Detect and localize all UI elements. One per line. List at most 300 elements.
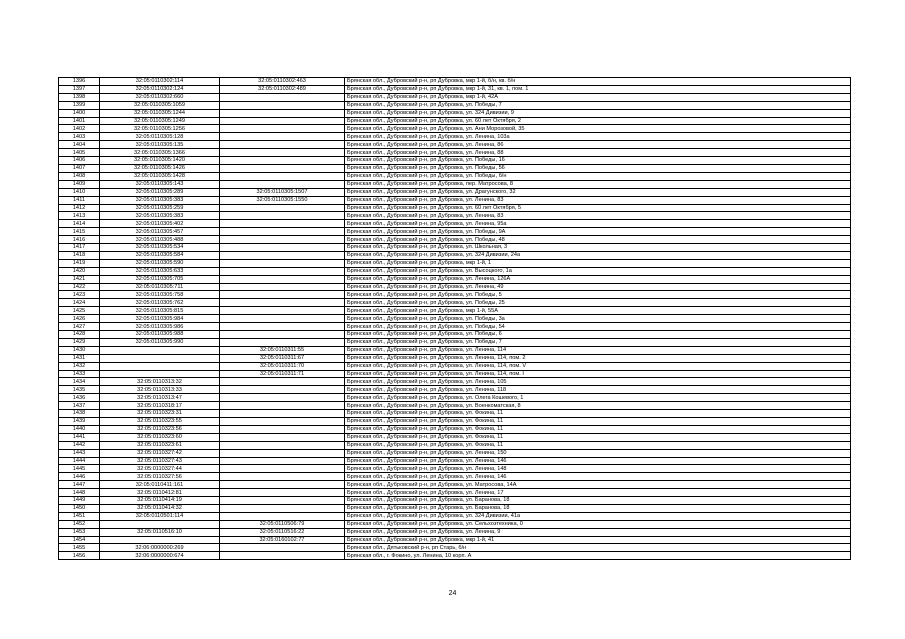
table-row bbox=[59, 512, 851, 520]
related-cadastral-number-cell: 32:05:0110311:55 bbox=[220, 346, 345, 354]
cadastral-number-cell bbox=[100, 520, 220, 528]
table-row bbox=[59, 228, 851, 236]
address-cell: Брянская обл., Дубровский р-н, рп Дубровка, ул. Ленина, 114, пом. I bbox=[345, 370, 851, 378]
related-cadastral-number-cell: 32:05:0110311:70 bbox=[220, 362, 345, 370]
row-number-cell: 1418 bbox=[59, 251, 100, 259]
table-row bbox=[59, 552, 851, 560]
cadastral-number-cell: 32:05:0110305:457 bbox=[100, 228, 220, 236]
related-cadastral-number-cell bbox=[220, 291, 345, 299]
table-row bbox=[59, 410, 851, 418]
address-cell: Брянская обл., Дубровский р-н, рп Дубровка, ул. Ленина, 148 bbox=[345, 465, 851, 473]
table-row bbox=[59, 259, 851, 267]
address-cell: Брянская обл., Дубровский р-н, рп Дубровка, ул. Ленина, 9 bbox=[345, 528, 851, 536]
address-cell: Брянская обл., Дубровский р-н, рп Дубровка, ул. Победы, 9А bbox=[345, 228, 851, 236]
cadastral-number-cell: 32:05:0110305:986 bbox=[100, 323, 220, 331]
cadastral-number-cell: 32:05:0110305:402 bbox=[100, 220, 220, 228]
address-cell: Брянская обл., Дубровский р-н, рп Дубровка, ул. Победы, 48 bbox=[345, 236, 851, 244]
table-row bbox=[59, 449, 851, 457]
row-number-cell: 1442 bbox=[59, 441, 100, 449]
cadastral-number-cell bbox=[100, 346, 220, 354]
row-number-cell: 1411 bbox=[59, 196, 100, 204]
address-cell: Брянская обл., Дубровский р-н, рп Дубровка, мкр 1-й, 42А bbox=[345, 93, 851, 101]
row-number-cell: 1432 bbox=[59, 362, 100, 370]
cadastral-number-cell: 32:05:0110313:33 bbox=[100, 386, 220, 394]
address-cell: Брянская обл., Дубровский р-н, рп Дубровка, мкр 1-й, б/н, кв. б/н bbox=[345, 78, 851, 86]
related-cadastral-number-cell bbox=[220, 504, 345, 512]
cadastral-number-cell: 32:05:0110305:1244 bbox=[100, 109, 220, 117]
cadastral-number-cell: 32:05:0110305:383 bbox=[100, 196, 220, 204]
related-cadastral-number-cell bbox=[220, 425, 345, 433]
address-cell: Брянская обл., Дубровский р-н, рп Дубровка, ул. Высоцкого, 1а bbox=[345, 267, 851, 275]
address-cell: Брянская обл., Дубровский р-н, рп Дубровка, ул. Ленина, 114, пом. V bbox=[345, 362, 851, 370]
cadastral-number-cell: 32:05:0110305:143 bbox=[100, 180, 220, 188]
table-row bbox=[59, 520, 851, 528]
address-cell: Брянская обл., Дубровский р-н, рп Дубровка, ул. Ани Морозовой, 35 bbox=[345, 125, 851, 133]
table-row bbox=[59, 370, 851, 378]
related-cadastral-number-cell bbox=[220, 141, 345, 149]
related-cadastral-number-cell bbox=[220, 473, 345, 481]
address-cell: Брянская обл., Дубровский р-н, рп Дубровка, ул. Ленина, 103а bbox=[345, 133, 851, 141]
related-cadastral-number-cell bbox=[220, 481, 345, 489]
address-cell: Брянская обл., Дубровский р-н, рп Дубровка, ул. Фокина, 11 bbox=[345, 425, 851, 433]
related-cadastral-number-cell bbox=[220, 307, 345, 315]
table-row bbox=[59, 251, 851, 259]
address-cell: Брянская обл., Дубровский р-н, рп Дубровка, ул. Ленина, 146 bbox=[345, 473, 851, 481]
table-row bbox=[59, 117, 851, 125]
cadastral-number-cell: 32:05:0110305:1420 bbox=[100, 157, 220, 165]
table-row bbox=[59, 378, 851, 386]
table-row bbox=[59, 149, 851, 157]
related-cadastral-number-cell bbox=[220, 417, 345, 425]
address-cell: Брянская обл., Дубровский р-н, рп Дубровка, мкр 1-й, 31, кв. 1, пом. 1 bbox=[345, 85, 851, 93]
registry-table-body bbox=[59, 78, 851, 560]
table-row bbox=[59, 212, 851, 220]
cadastral-number-cell: 32:05:0110305:984 bbox=[100, 315, 220, 323]
row-number-cell: 1427 bbox=[59, 323, 100, 331]
table-row bbox=[59, 528, 851, 536]
row-number-cell: 1454 bbox=[59, 536, 100, 544]
table-row bbox=[59, 433, 851, 441]
cadastral-number-cell: 32:05:0110305:758 bbox=[100, 291, 220, 299]
table-row bbox=[59, 481, 851, 489]
table-row bbox=[59, 244, 851, 252]
row-number-cell: 1422 bbox=[59, 283, 100, 291]
cadastral-number-cell: 32:05:0110305:534 bbox=[100, 244, 220, 252]
address-cell: Брянская обл., Дубровский р-н, рп Дубровка, ул. Фокина, 11 bbox=[345, 441, 851, 449]
row-number-cell: 1409 bbox=[59, 180, 100, 188]
related-cadastral-number-cell bbox=[220, 236, 345, 244]
address-cell: Брянская обл., Дубровский р-н, рп Дубровка, ул. Ленина, 105 bbox=[345, 378, 851, 386]
table-row bbox=[59, 101, 851, 109]
related-cadastral-number-cell: 32:05:0110305:1550 bbox=[220, 196, 345, 204]
related-cadastral-number-cell bbox=[220, 394, 345, 402]
row-number-cell: 1405 bbox=[59, 149, 100, 157]
cadastral-number-cell: 32:05:0110414:32 bbox=[100, 504, 220, 512]
table-row bbox=[59, 386, 851, 394]
table-row bbox=[59, 417, 851, 425]
address-cell: Брянская обл., Дубровский р-н, рп Дубровка, ул. Победы, 56 bbox=[345, 164, 851, 172]
cadastral-number-cell: 32:05:0110327:44 bbox=[100, 465, 220, 473]
row-number-cell: 1443 bbox=[59, 449, 100, 457]
cadastral-number-cell: 32:05:0110313:47 bbox=[100, 394, 220, 402]
cadastral-number-cell: 32:06:0000000:269 bbox=[100, 544, 220, 552]
address-cell: Брянская обл., Дубровский р-н, рп Дубровка, ул. 324 Дивизии, 9 bbox=[345, 109, 851, 117]
row-number-cell: 1420 bbox=[59, 267, 100, 275]
row-number-cell: 1399 bbox=[59, 101, 100, 109]
table-row bbox=[59, 204, 851, 212]
address-cell: Брянская обл., Дубровский р-н, рп Дубровка, ул. Победы, 3а bbox=[345, 315, 851, 323]
row-number-cell: 1447 bbox=[59, 481, 100, 489]
address-cell: Брянская обл., Дубровский р-н, рп Дубровка, ул. Ленина, 86 bbox=[345, 141, 851, 149]
row-number-cell: 1440 bbox=[59, 425, 100, 433]
cadastral-number-cell: 32:05:0110305:128 bbox=[100, 133, 220, 141]
related-cadastral-number-cell bbox=[220, 449, 345, 457]
related-cadastral-number-cell bbox=[220, 331, 345, 339]
related-cadastral-number-cell bbox=[220, 433, 345, 441]
cadastral-number-cell: 32:05:0110323:61 bbox=[100, 441, 220, 449]
address-cell: Брянская обл., Дубровский р-н, рп Дубровка, ул. Военкоматская, 8 bbox=[345, 402, 851, 410]
related-cadastral-number-cell: 32:05:0110311:71 bbox=[220, 370, 345, 378]
row-number-cell: 1456 bbox=[59, 552, 100, 560]
cadastral-number-cell: 32:05:0110414:19 bbox=[100, 497, 220, 505]
table-row bbox=[59, 125, 851, 133]
table-row bbox=[59, 275, 851, 283]
row-number-cell: 1414 bbox=[59, 220, 100, 228]
table-row bbox=[59, 465, 851, 473]
address-cell: Брянская обл., Дубровский р-н, рп Дубровка, мкр 1-й, 1 bbox=[345, 259, 851, 267]
table-row bbox=[59, 220, 851, 228]
table-row bbox=[59, 172, 851, 180]
cadastral-number-cell bbox=[100, 370, 220, 378]
row-number-cell: 1404 bbox=[59, 141, 100, 149]
row-number-cell: 1425 bbox=[59, 307, 100, 315]
cadastral-number-cell: 32:05:0110305:1249 bbox=[100, 117, 220, 125]
related-cadastral-number-cell bbox=[220, 457, 345, 465]
cadastral-number-cell: 32:05:0110412:81 bbox=[100, 489, 220, 497]
address-cell: Брянская обл., Дубровский р-н, рп Дубровка, ул. Баранова, 18 bbox=[345, 504, 851, 512]
address-cell: Брянская обл., Дубровский р-н, рп Дубровка, ул. Ленина, 114, пом. 2 bbox=[345, 354, 851, 362]
address-cell: Брянская обл., Дубровский р-н, рп Дубровка, ул. 60 лет Октября, 2 bbox=[345, 117, 851, 125]
row-number-cell: 1450 bbox=[59, 504, 100, 512]
cadastral-number-cell: 32:05:0110305:1428 bbox=[100, 172, 220, 180]
address-cell: Брянская обл., Дубровский р-н, рп Дубровка, ул. Ленина, 118 bbox=[345, 386, 851, 394]
related-cadastral-number-cell bbox=[220, 204, 345, 212]
address-cell: Брянская обл., Дубровский р-н, рп Дубровка, ул. Победы, 54 bbox=[345, 323, 851, 331]
related-cadastral-number-cell bbox=[220, 109, 345, 117]
related-cadastral-number-cell bbox=[220, 441, 345, 449]
row-number-cell: 1449 bbox=[59, 497, 100, 505]
related-cadastral-number-cell bbox=[220, 101, 345, 109]
table-row bbox=[59, 307, 851, 315]
row-number-cell: 1407 bbox=[59, 164, 100, 172]
cadastral-number-cell: 32:05:0110516:10 bbox=[100, 528, 220, 536]
cadastral-number-cell: 32:05:0110305:289 bbox=[100, 188, 220, 196]
address-cell: Брянская обл., Дубровский р-н, рп Дубровка, мкр 1-й, 41 bbox=[345, 536, 851, 544]
row-number-cell: 1412 bbox=[59, 204, 100, 212]
address-cell: Брянская обл., Дубровский р-н, рп Дубровка, ул. Ленина, 49 bbox=[345, 283, 851, 291]
row-number-cell: 1408 bbox=[59, 172, 100, 180]
row-number-cell: 1431 bbox=[59, 354, 100, 362]
address-cell: Брянская обл., Дубровский р-н, рп Дубровка, ул. Сельхозтехника, 0 bbox=[345, 520, 851, 528]
table-row bbox=[59, 299, 851, 307]
related-cadastral-number-cell: 32:05:0160102:77 bbox=[220, 536, 345, 544]
row-number-cell: 1436 bbox=[59, 394, 100, 402]
related-cadastral-number-cell bbox=[220, 275, 345, 283]
cadastral-number-cell: 32:05:0110305:633 bbox=[100, 267, 220, 275]
cadastral-number-cell: 32:05:0110305:988 bbox=[100, 331, 220, 339]
row-number-cell: 1400 bbox=[59, 109, 100, 117]
table-row bbox=[59, 164, 851, 172]
address-cell: Брянская обл., Дубровский р-н, рп Дубровка, ул. Победы, б/н bbox=[345, 172, 851, 180]
cadastral-number-cell: 32:05:0110305:990 bbox=[100, 338, 220, 346]
row-number-cell: 1410 bbox=[59, 188, 100, 196]
related-cadastral-number-cell bbox=[220, 465, 345, 473]
address-cell: Брянская обл., Дубровский р-н, рп Дубровка, ул. Победы, 7 bbox=[345, 338, 851, 346]
cadastral-number-cell: 32:05:0110501:114 bbox=[100, 512, 220, 520]
address-cell: Брянская обл., Дубровский р-н, рп Дубровка, ул. Ленина, 88 bbox=[345, 149, 851, 157]
table-row bbox=[59, 441, 851, 449]
table-row bbox=[59, 331, 851, 339]
related-cadastral-number-cell bbox=[220, 228, 345, 236]
table-row bbox=[59, 85, 851, 93]
cadastral-number-cell: 32:05:0110323:60 bbox=[100, 433, 220, 441]
related-cadastral-number-cell bbox=[220, 164, 345, 172]
related-cadastral-number-cell: 32:05:0110305:1507 bbox=[220, 188, 345, 196]
table-row bbox=[59, 196, 851, 204]
related-cadastral-number-cell bbox=[220, 172, 345, 180]
table-row bbox=[59, 180, 851, 188]
cadastral-number-cell: 32:05:0110411:161 bbox=[100, 481, 220, 489]
row-number-cell: 1448 bbox=[59, 489, 100, 497]
related-cadastral-number-cell bbox=[220, 315, 345, 323]
related-cadastral-number-cell: 32:05:0110302:463 bbox=[220, 78, 345, 86]
related-cadastral-number-cell bbox=[220, 283, 345, 291]
related-cadastral-number-cell bbox=[220, 410, 345, 418]
cadastral-number-cell: 32:05:0110323:55 bbox=[100, 417, 220, 425]
related-cadastral-number-cell bbox=[220, 378, 345, 386]
related-cadastral-number-cell bbox=[220, 489, 345, 497]
related-cadastral-number-cell bbox=[220, 259, 345, 267]
cadastral-number-cell: 32:05:0110305:1426 bbox=[100, 164, 220, 172]
table-row bbox=[59, 425, 851, 433]
table-row bbox=[59, 323, 851, 331]
related-cadastral-number-cell bbox=[220, 157, 345, 165]
address-cell: Брянская обл., Дубровский р-н, рп Дубровка, ул. 324 Дивизии, 41а bbox=[345, 512, 851, 520]
address-cell: Брянская обл., Дубровский р-н, рп Дубровка, ул. Победы, 25 bbox=[345, 299, 851, 307]
table-row bbox=[59, 346, 851, 354]
table-row bbox=[59, 141, 851, 149]
related-cadastral-number-cell bbox=[220, 117, 345, 125]
address-cell: Брянская обл., Дубровский р-н, рп Дубровка, мкр 1-й, 55А bbox=[345, 307, 851, 315]
row-number-cell: 1445 bbox=[59, 465, 100, 473]
address-cell: Брянская обл., Дубровский р-н, рп Дубровка, ул. Ленина, 83 bbox=[345, 196, 851, 204]
address-cell: Брянская обл., Дубровский р-н, рп Дубровка, ул. Победы, 6 bbox=[345, 331, 851, 339]
row-number-cell: 1446 bbox=[59, 473, 100, 481]
address-cell: Брянская обл., Дубровский р-н, рп Дубровка, ул. Баранова, 18 bbox=[345, 497, 851, 505]
cadastral-number-cell: 32:05:0110305:1366 bbox=[100, 149, 220, 157]
table-row bbox=[59, 362, 851, 370]
table-row bbox=[59, 283, 851, 291]
related-cadastral-number-cell bbox=[220, 386, 345, 394]
row-number-cell: 1401 bbox=[59, 117, 100, 125]
address-cell: Брянская обл., Дубровский р-н, рп Дубровка, ул. Победы, 7 bbox=[345, 101, 851, 109]
table-row bbox=[59, 544, 851, 552]
address-cell: Брянская обл., Дубровский р-н, рп Дубровка, пер. Матросова, 8 bbox=[345, 180, 851, 188]
address-cell: Брянская обл., Дубровский р-н, рп Дубровка, ул. Олега Кошевого, 1 bbox=[345, 394, 851, 402]
table-row bbox=[59, 536, 851, 544]
page-number: 24 bbox=[448, 590, 457, 597]
table-row bbox=[59, 291, 851, 299]
row-number-cell: 1430 bbox=[59, 346, 100, 354]
row-number-cell: 1419 bbox=[59, 259, 100, 267]
row-number-cell: 1444 bbox=[59, 457, 100, 465]
address-cell: Брянская обл., Дубровский р-н, рп Дубровка, ул. Ленина, 95а bbox=[345, 220, 851, 228]
address-cell: Брянская обл., Дубровский р-н, рп Дубровка, ул. 324 Дивизии, 24а bbox=[345, 251, 851, 259]
cadastral-number-cell: 32:05:0110327:56 bbox=[100, 473, 220, 481]
related-cadastral-number-cell bbox=[220, 251, 345, 259]
cadastral-number-cell: 32:05:0110305:815 bbox=[100, 307, 220, 315]
table-row bbox=[59, 236, 851, 244]
address-cell: Брянская обл., Дубровский р-н, рп Дубровка, ул. Ленина, 150 bbox=[345, 449, 851, 457]
address-cell: Брянская обл., Дубровский р-н, рп Дубровка, ул. Ленина, 17 bbox=[345, 489, 851, 497]
table-row bbox=[59, 267, 851, 275]
cadastral-number-cell: 32:05:0110305:711 bbox=[100, 283, 220, 291]
cadastral-number-cell: 32:05:0110305:1059 bbox=[100, 101, 220, 109]
row-number-cell: 1397 bbox=[59, 85, 100, 93]
cadastral-number-cell: 32:05:0110302:124 bbox=[100, 85, 220, 93]
cadastral-number-cell bbox=[100, 536, 220, 544]
row-number-cell: 1402 bbox=[59, 125, 100, 133]
address-cell: Брянская обл., Дубровский р-н, рп Дубровка, ул. 60 лет Октября, 5 bbox=[345, 204, 851, 212]
row-number-cell: 1423 bbox=[59, 291, 100, 299]
cadastral-number-cell: 32:05:0110305:135 bbox=[100, 141, 220, 149]
row-number-cell: 1413 bbox=[59, 212, 100, 220]
row-number-cell: 1415 bbox=[59, 228, 100, 236]
related-cadastral-number-cell bbox=[220, 323, 345, 331]
address-cell: Брянская обл., Дубровский р-н, рп Дубровка, ул. Победы, 5 bbox=[345, 291, 851, 299]
related-cadastral-number-cell bbox=[220, 180, 345, 188]
table-row bbox=[59, 338, 851, 346]
row-number-cell: 1439 bbox=[59, 417, 100, 425]
related-cadastral-number-cell bbox=[220, 149, 345, 157]
table-row bbox=[59, 188, 851, 196]
address-cell: Брянская обл., Дубровский р-н, рп Дубровка, ул. Школьная, 3 bbox=[345, 244, 851, 252]
cadastral-number-cell: 32:05:0110305:259 bbox=[100, 204, 220, 212]
table-row bbox=[59, 497, 851, 505]
address-cell: Брянская обл., Дубровский р-н, рп Дубровка, ул. Победы, 16 bbox=[345, 157, 851, 165]
row-number-cell: 1406 bbox=[59, 157, 100, 165]
related-cadastral-number-cell: 32:05:0110506:79 bbox=[220, 520, 345, 528]
cadastral-number-cell: 32:05:0110305:488 bbox=[100, 236, 220, 244]
cadastral-number-cell: 32:05:0110302:660 bbox=[100, 93, 220, 101]
address-cell: Брянская обл., Дубровский р-н, рп Дубровка, ул. Матросова, 14А bbox=[345, 481, 851, 489]
address-cell: Брянская обл., Дубровский р-н, рп Дубровка, ул. Ленина, 83 bbox=[345, 212, 851, 220]
related-cadastral-number-cell bbox=[220, 338, 345, 346]
row-number-cell: 1435 bbox=[59, 386, 100, 394]
related-cadastral-number-cell: 32:05:0110516:22 bbox=[220, 528, 345, 536]
row-number-cell: 1428 bbox=[59, 331, 100, 339]
table-row bbox=[59, 78, 851, 86]
related-cadastral-number-cell bbox=[220, 212, 345, 220]
row-number-cell: 1421 bbox=[59, 275, 100, 283]
row-number-cell: 1455 bbox=[59, 544, 100, 552]
table-row bbox=[59, 394, 851, 402]
address-cell: Брянская обл., Дубровский р-н, рп Дубровка, ул. Ленина, 146 bbox=[345, 457, 851, 465]
related-cadastral-number-cell bbox=[220, 267, 345, 275]
row-number-cell: 1452 bbox=[59, 520, 100, 528]
related-cadastral-number-cell bbox=[220, 544, 345, 552]
cadastral-number-cell: 32:06:0000000:674 bbox=[100, 552, 220, 560]
cadastral-number-cell: 32:05:0110302:114 bbox=[100, 78, 220, 86]
row-number-cell: 1424 bbox=[59, 299, 100, 307]
related-cadastral-number-cell bbox=[220, 220, 345, 228]
row-number-cell: 1429 bbox=[59, 338, 100, 346]
cadastral-number-cell: 32:05:0110323:56 bbox=[100, 425, 220, 433]
row-number-cell: 1453 bbox=[59, 528, 100, 536]
table-row bbox=[59, 504, 851, 512]
row-number-cell: 1417 bbox=[59, 244, 100, 252]
cadastral-number-cell: 32:05:0110305:1256 bbox=[100, 125, 220, 133]
related-cadastral-number-cell bbox=[220, 299, 345, 307]
table-row bbox=[59, 109, 851, 117]
related-cadastral-number-cell: 32:05:0110311:67 bbox=[220, 354, 345, 362]
address-cell: Брянская обл., Дубровский р-н, рп Дубровка, ул. Фокина, 11 bbox=[345, 410, 851, 418]
address-cell: Брянская обл., Дубровский р-н, рп Дубровка, ул. Ленина, 114 bbox=[345, 346, 851, 354]
cadastral-number-cell: 32:05:0110305:590 bbox=[100, 259, 220, 267]
table-row bbox=[59, 473, 851, 481]
related-cadastral-number-cell bbox=[220, 125, 345, 133]
related-cadastral-number-cell bbox=[220, 402, 345, 410]
cadastral-number-cell bbox=[100, 362, 220, 370]
related-cadastral-number-cell bbox=[220, 93, 345, 101]
row-number-cell: 1437 bbox=[59, 402, 100, 410]
row-number-cell: 1451 bbox=[59, 512, 100, 520]
row-number-cell: 1438 bbox=[59, 410, 100, 418]
cadastral-number-cell: 32:05:0110323:31 bbox=[100, 410, 220, 418]
cadastral-number-cell: 32:05:0110313:32 bbox=[100, 378, 220, 386]
related-cadastral-number-cell bbox=[220, 133, 345, 141]
table-row bbox=[59, 93, 851, 101]
related-cadastral-number-cell bbox=[220, 512, 345, 520]
row-number-cell: 1398 bbox=[59, 93, 100, 101]
row-number-cell: 1403 bbox=[59, 133, 100, 141]
row-number-cell: 1433 bbox=[59, 370, 100, 378]
address-cell: Брянская обл., Дубровский р-н, рп Дубровка, ул. Фокина, 11 bbox=[345, 417, 851, 425]
cadastral-number-cell: 32:05:0110305:705 bbox=[100, 275, 220, 283]
table-row bbox=[59, 354, 851, 362]
related-cadastral-number-cell bbox=[220, 244, 345, 252]
address-cell: Брянская обл., г. Фокино, ул. Ленина, 10 корп. А bbox=[345, 552, 851, 560]
table-row bbox=[59, 457, 851, 465]
cadastral-number-cell: 32:05:0110327:42 bbox=[100, 449, 220, 457]
address-cell: Брянская обл., Дубровский р-н, рп Дубровка, ул. Фокина, 11 bbox=[345, 433, 851, 441]
cadastral-number-cell bbox=[100, 354, 220, 362]
row-number-cell: 1426 bbox=[59, 315, 100, 323]
registry-table bbox=[58, 77, 851, 560]
cadastral-number-cell: 32:05:0110305:584 bbox=[100, 251, 220, 259]
cadastral-number-cell: 32:05:0110305:762 bbox=[100, 299, 220, 307]
address-cell: Брянская обл., Дубровский р-н, рп Дубровка, ул. Драгунского, 32 bbox=[345, 188, 851, 196]
row-number-cell: 1434 bbox=[59, 378, 100, 386]
cadastral-number-cell: 32:05:0110305:383 bbox=[100, 212, 220, 220]
related-cadastral-number-cell bbox=[220, 497, 345, 505]
address-cell: Брянская обл., Дятьковский р-н, рп Старь, б/н bbox=[345, 544, 851, 552]
related-cadastral-number-cell: 32:05:0110302:489 bbox=[220, 85, 345, 93]
cadastral-number-cell: 32:05:0110327:43 bbox=[100, 457, 220, 465]
table-row bbox=[59, 315, 851, 323]
table-row bbox=[59, 402, 851, 410]
table-row bbox=[59, 133, 851, 141]
